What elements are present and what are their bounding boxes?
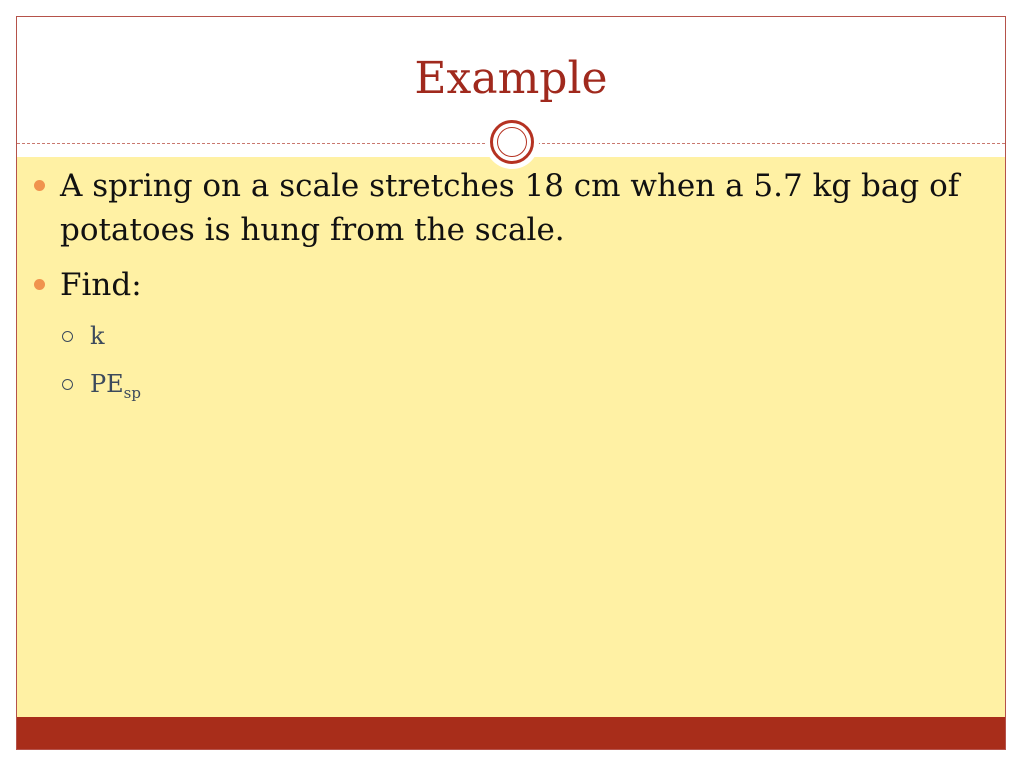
double-ring-icon (485, 115, 539, 169)
slide-title: Example (414, 53, 608, 104)
inner-ring (497, 127, 527, 157)
sub-bullet-text: k (90, 322, 105, 350)
sub-bullet-item (34, 318, 964, 354)
bullet-item (34, 164, 964, 252)
sub-bullet-item (34, 366, 964, 411)
sub-bullet-icon (62, 331, 73, 342)
bullet-item (34, 263, 964, 307)
footer-bar (17, 717, 1005, 750)
sub-bullet-subscript: sp (123, 383, 141, 402)
sub-bullet-text: PE (90, 370, 124, 398)
bullet-text: Find: (60, 267, 142, 303)
outer-ring (490, 120, 534, 164)
sub-bullet-icon (62, 379, 73, 390)
bullet-icon (34, 180, 45, 191)
bullet-text: A spring on a scale stretches 18 cm when a 5.7 kg bag of potatoes is hung from the scale. (60, 168, 960, 248)
bullet-icon (34, 279, 45, 290)
bullet-list (34, 164, 964, 423)
